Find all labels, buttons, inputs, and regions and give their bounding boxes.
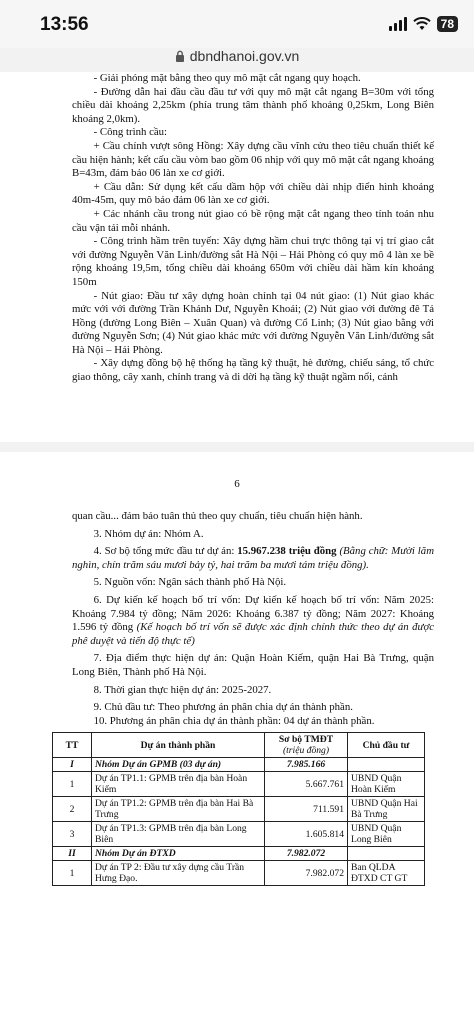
col-header-tmdt: Sơ bộ TMĐT (triệu đồng) (265, 733, 348, 758)
cell-tt: 2 (53, 797, 92, 822)
cell-project: Dự án TP1.3: GPMB trên địa bàn Long Biên (92, 822, 265, 847)
cell-tmdt: 711.591 (265, 797, 348, 822)
cell-tt: II (53, 847, 92, 861)
component-projects-table (52, 732, 425, 886)
table-header-row (53, 733, 425, 758)
cell-project: Nhóm Dự án GPMB (03 dự án) (92, 758, 265, 772)
doc-paragraph: 8. Thời gian thực hiện dự án: 2025-2027. (93, 683, 272, 696)
cell-tmdt: 7.982.072 (265, 847, 348, 861)
cell-owner: UBND Quận Hai Bà Trưng (348, 797, 425, 822)
cell-tmdt: 5.667.761 (265, 772, 348, 797)
wifi-icon (413, 17, 431, 31)
doc-paragraph: 9. Chủ đầu tư: Theo phương án phân chia dự án thành phần. (93, 701, 353, 714)
doc-paragraph: - Xây dựng đồng bộ hệ thống hạ tầng kỹ thuật, hè đường, chiếu sáng, tổ chức giao thông, cây xanh, chỉnh trang và di dời hạ tầng kỹ thuật ngầm nổi, cảnh (72, 357, 434, 384)
col-header-owner: Chủ đầu tư (348, 733, 425, 758)
status-time: 13:56 (40, 14, 89, 35)
table-row (53, 847, 425, 861)
doc-paragraph (72, 545, 434, 572)
doc-paragraph: - Công trình cầu: (93, 126, 168, 139)
doc-paragraph: + Cầu chính vượt sông Hồng: Xây dựng cầu vĩnh cửu theo tiêu chuẩn thiết kế cầu hiện hành; kết cấu cầu vòm bao gồm 06 nhịp với quy mô mặt cắt ngang khoảng B=43m, đảm bảo 06 làn xe cơ giới. (72, 139, 434, 180)
cell-owner (348, 847, 425, 861)
cell-project: Dự án TP1.2: GPMB trên địa bàn Hai Bà Trưng (92, 797, 265, 822)
status-bar (0, 0, 474, 48)
table-row (53, 758, 425, 772)
cell-owner: UBND Quận Hoàn Kiếm (348, 772, 425, 797)
document-page-6 (0, 452, 474, 1024)
doc-paragraph: 3. Nhóm dự án: Nhóm A. (93, 527, 204, 540)
table-row (53, 772, 425, 797)
doc-paragraph: 7. Địa điểm thực hiện dự án: Quận Hoàn Kiếm, quận Hai Bà Trưng, quận Long Biên, Thành phố Hà Nội. (72, 652, 434, 678)
cell-tt: 1 (53, 772, 92, 797)
amount-in-words: (Bằng chữ: Mười lăm nghìn, chín trăm sáu mươi bảy tỷ, hai trăm ba mươi tám triệu đồng). (72, 545, 434, 571)
doc-paragraph (72, 594, 434, 648)
url-text: dbndhanoi.gov.vn (189, 48, 300, 64)
table-row (53, 861, 425, 886)
doc-paragraph: - Đường dẫn hai đầu cầu đầu tư với quy mô mặt cắt ngang B=30m với tổng chiều dài khoảng 2,25km (phía trung tâm thành phố khoảng 0,25km, Long Biên khoảng 2,0km). (72, 85, 434, 125)
battery-icon: 78 (437, 16, 458, 32)
status-icons (389, 16, 458, 32)
doc-paragraph: - Công trình hầm trên tuyến: Xây dựng hầm chui trực thông tại vị trí giao cắt với đường Nguyễn Văn Linh/đường sắt Hà Nội – Hải Phòng có quy mô 4 làn xe bề rộng khoảng 19,5m, tổng chiều dài khoảng 650m với chiều dài hầm kín khoảng 150m (72, 235, 434, 288)
address-bar[interactable] (0, 48, 474, 72)
cell-tt: 3 (53, 822, 92, 847)
doc-paragraph: 10. Phương án phân chia dự án thành phần: 04 dự án thành phần. (93, 714, 375, 727)
table-row (53, 822, 425, 847)
doc-paragraph: + Cầu dẫn: Sử dụng kết cấu dầm hộp với chiều dài nhịp điển hình khoảng 40m-45m, quy mô bảo đảm 06 làn xe cơ giới. (72, 180, 434, 207)
item4-label: 4. Sơ bộ tổng mức đầu tư dự án: (93, 545, 238, 558)
doc-paragraph: + Các nhánh cầu trong nút giao có bề rộng mặt cắt ngang theo tính toán nhu cầu vận tải mỗi nhánh. (72, 207, 434, 234)
item6-text: 6. Dự kiến kế hoạch bố trí vốn: Dự kiến kế hoạch bố trí vốn: Năm 2025: Khoảng 7.984 tỷ đồng; Năm 2026: Khoảng 6.387 tỷ đồng; Năm 2027: Khoảng 1.596 tỷ đồng (72, 593, 434, 634)
col-header-tt: TT (53, 733, 92, 758)
lock-icon (175, 50, 185, 62)
cell-owner: UBND Quận Long Biên (348, 822, 425, 847)
cell-tmdt: 7.985.166 (265, 758, 348, 772)
table-row (53, 797, 425, 822)
cell-project: Dự án TP1.1: GPMB trên địa bàn Hoàn Kiếm (92, 772, 265, 797)
cell-owner: Ban QLDA ĐTXD CT GT (348, 861, 425, 886)
cell-project: Nhóm Dự án ĐTXD (92, 847, 265, 861)
item6-note: (Kế hoạch bố trí vốn sẽ được xác định chính thức theo dự án được phê duyệt và tiến độ thực tế) (72, 621, 434, 647)
cell-project: Dự án TP 2: Đầu tư xây dựng cầu Trần Hưng Đạo. (92, 861, 265, 886)
col-header-project: Dự án thành phần (92, 733, 265, 758)
cell-owner (348, 758, 425, 772)
page-number: 6 (234, 478, 240, 490)
cellular-signal-icon (389, 17, 407, 31)
cell-tmdt: 1.605.814 (265, 822, 348, 847)
cell-tt: I (53, 758, 92, 772)
cell-tmdt: 7.982.072 (265, 861, 348, 886)
doc-paragraph: 5. Nguồn vốn: Ngân sách thành phố Hà Nội. (93, 576, 287, 589)
cell-tt: 1 (53, 861, 92, 886)
doc-paragraph: quan cầu... đảm bảo tuân thủ theo quy chuẩn, tiêu chuẩn hiện hành. (72, 510, 363, 522)
document-page-5 (0, 72, 474, 442)
doc-paragraph: - Nút giao: Đầu tư xây dựng hoàn chỉnh tại 04 nút giao: (1) Nút giao khác mức với với đường Trần Khánh Dư, Nguyễn Khoái; (2) Nút giao với đường đê Tả Hồng (đường Long Biên – Xuân Quan) và đường Cổ Linh; (3) Nút giao bằng với đường Nguyễn Sơn; (4) Nút giao khác mức với đường Nguyễn Văn Linh/đường sắt Hà Nội – Hải Phòng. (72, 289, 434, 356)
doc-paragraph: - Giải phóng mặt bằng theo quy mô mặt cắt ngang quy hoạch. (93, 72, 361, 84)
total-investment: 15.967.238 triệu đồng (237, 545, 337, 558)
